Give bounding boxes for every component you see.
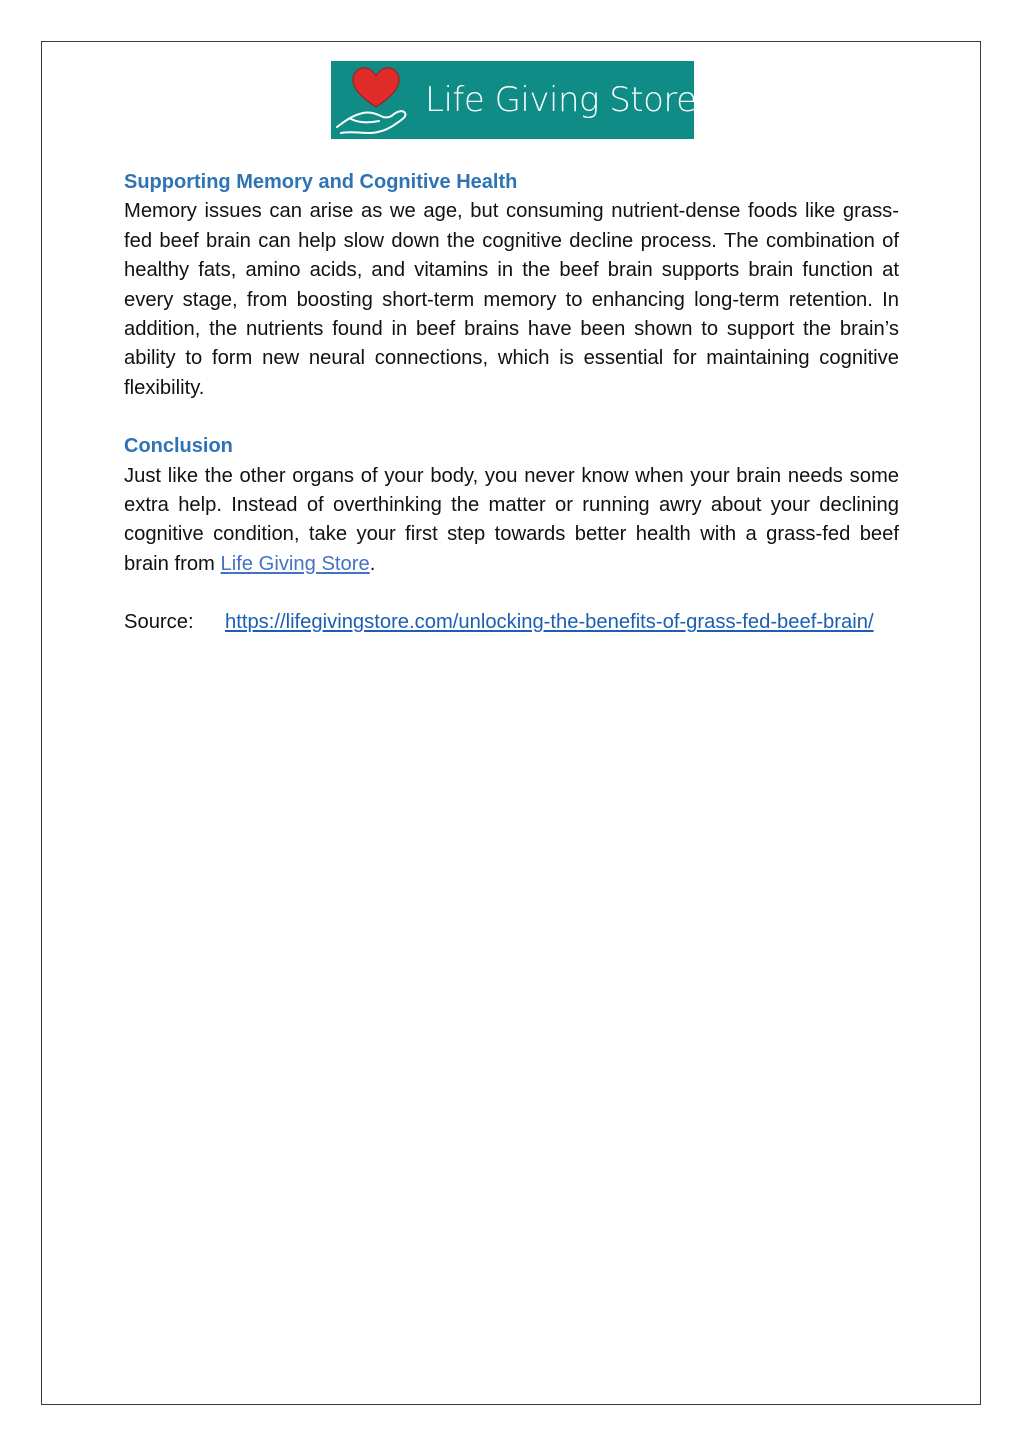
section-body-memory: Memory issues can arise as we age, but consuming nutrient-dense foods like grass-fed beef brain can help slow down the cognitive decline process. The combination of healthy fats, amino acids, and vitamins in the beef brain supports brain function at every stage, from boosting short-term memory to enhancing long-term retention. In addition, the nutrients found in beef brains have been shown to support the brain’s ability to form new neural connections, which is essential for maintaining cognitive flexibility. [124,200,899,399]
conclusion-period: . [369,552,376,575]
source-label: Source: [124,611,194,634]
source-url-link[interactable]: https://lifegivingstore.com/unlocking-the-benefits-of-grass-fed-beef-brain/ [225,611,874,634]
brand-logo [331,61,697,139]
heart-in-hand-icon [331,61,421,139]
conclusion-text: Just like the other organs of your body, you never know when your brain needs some extra help. Instead of overthinking the matter or running awry about your declining cognitive condition, take your first step towards better health with a grass-fed beef brain from [124,464,899,575]
section-heading-conclusion: Conclusion [124,435,233,458]
article-content [124,168,899,638]
life-giving-store-link[interactable]: Life Giving Store [220,552,370,575]
section-body-conclusion [124,462,899,580]
brand-name: Life Giving Store [425,80,697,120]
document-page [41,41,981,1405]
section-heading-memory: Supporting Memory and Cognitive Health [124,171,518,193]
source-line [124,608,899,637]
